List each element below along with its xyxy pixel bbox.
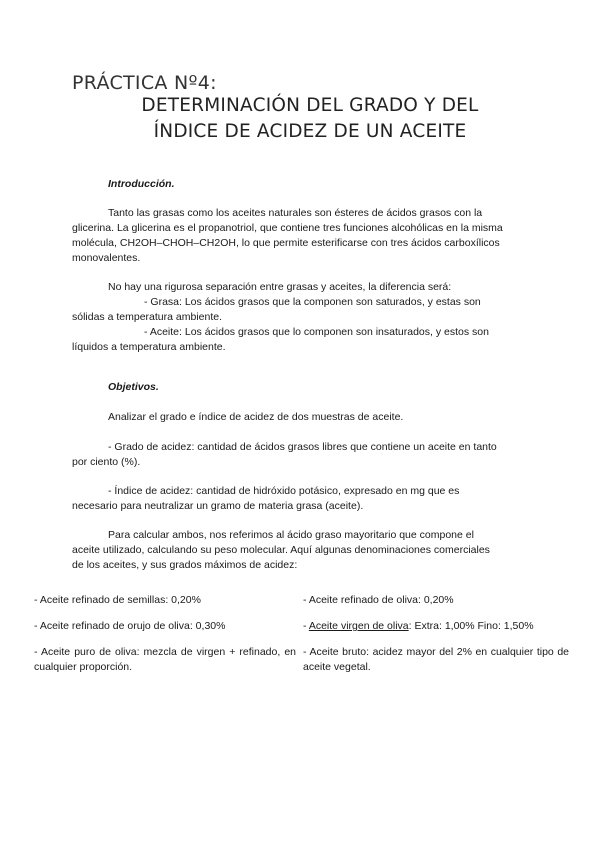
aceite-puro: - Aceite puro de oliva: mezcla de virgen + refinado, en cualquier proporción. xyxy=(34,646,296,673)
text-line: Analizar el grado e índice de acidez de dos muestras de aceite. xyxy=(108,411,404,423)
aceite-virgen-label: Aceite virgen de oliva xyxy=(308,620,409,632)
text-line: molécula, CH2OH–CHOH–CH2OH, lo que permite esterificarse con tres ácidos carboxílicos xyxy=(72,237,500,249)
aceite-bruto: - Aceite bruto: acidez mayor del 2% en cualquier tipo de aceite vegetal. xyxy=(303,646,569,673)
grasa-item: - Grasa: Los ácidos grasos que la componen son saturados, y estas son xyxy=(144,296,481,308)
text-prefix: - xyxy=(303,620,309,632)
aceite-orujo: - Aceite refinado de orujo de oliva: 0,30% xyxy=(34,620,226,632)
aceite-virgen xyxy=(303,619,569,634)
introduccion-paragraph-1 xyxy=(72,206,512,266)
objetivos-paragraph-1 xyxy=(72,410,512,425)
text-line: líquidos a temperatura ambiente. xyxy=(72,341,226,353)
objetivos-heading: Objetivos. xyxy=(108,381,159,393)
text-line: - Índice de acidez: cantidad de hidróxido potásico, expresado en mg que es xyxy=(108,485,460,497)
text-suffix: : Extra: 1,00% Fino: 1,50% xyxy=(408,620,534,632)
text-line: aceite utilizado, calculando su peso molecular. Aquí algunas denominaciones comerciales xyxy=(72,544,490,556)
page-title-line1: DETERMINACIÓN DEL GRADO Y DEL xyxy=(141,95,479,116)
calculo-paragraph xyxy=(72,528,512,573)
page-title-line2: ÍNDICE DE ACIDEZ DE UN ACEITE xyxy=(153,121,467,142)
indice-acidez-definition xyxy=(72,484,512,514)
aceite-semillas: - Aceite refinado de semillas: 0,20% xyxy=(34,594,201,606)
text-line: - Grado de acidez: cantidad de ácidos grasos libres que contiene un aceite en tanto xyxy=(108,441,497,453)
aceite-oliva-refinado: - Aceite refinado de oliva: 0,20% xyxy=(303,594,454,606)
text-line: necesario para neutralizar un gramo de materia grasa (aceite). xyxy=(72,500,364,512)
text-line: No hay una rigurosa separación entre grasas y aceites, la diferencia será: xyxy=(108,281,452,293)
text-line: de los aceites, y sus grados máximos de acidez: xyxy=(72,559,298,571)
practica-label: PRÁCTICA Nº4: xyxy=(72,72,217,94)
aceite-item: - Aceite: Los ácidos grasos que lo componen son insaturados, y estos son xyxy=(144,326,489,338)
text-line: Tanto las grasas como los aceites naturales son ésteres de ácidos grasos con la xyxy=(108,207,483,219)
text-line: sólidas a temperatura ambiente. xyxy=(72,311,222,323)
text-line: monovalentes. xyxy=(72,252,141,264)
introduccion-heading: Introducción. xyxy=(108,178,175,190)
text-line: por ciento (%). xyxy=(72,456,141,468)
introduccion-paragraph-2 xyxy=(72,280,512,355)
grado-acidez-definition xyxy=(72,440,512,470)
text-line: glicerina. La glicerina es el propanotriol, que contiene tres funciones alcohólicas en la misma xyxy=(72,222,503,234)
text-line: Para calcular ambos, nos referimos al ácido graso mayoritario que compone el xyxy=(108,529,474,541)
